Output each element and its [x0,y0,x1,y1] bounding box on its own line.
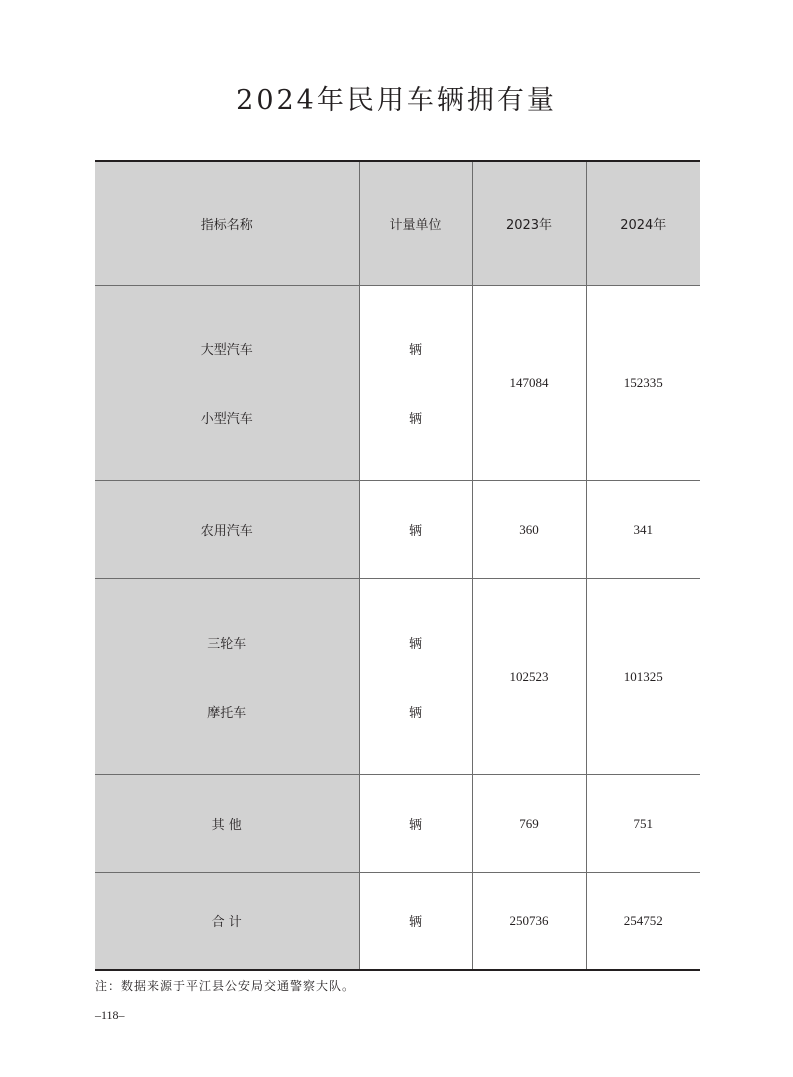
row-unit: 辆 [359,775,472,873]
row-unit-cell [359,579,472,775]
row-name: 三轮车 [207,636,247,652]
table-row [95,775,700,873]
row-unit: 辆 [408,705,422,721]
row-name-cell [95,579,359,775]
header-unit: 计量单位 [359,161,472,286]
row-unit: 辆 [408,636,422,652]
source-note: 注：数据来源于平江县公安局交通警察大队。 [95,979,356,993]
value-2023: 769 [472,775,586,873]
row-name: 合 计 [95,873,359,970]
row-unit: 辆 [359,873,472,970]
value-2023: 147084 [472,286,586,481]
header-year-2023: 2023年 [472,161,586,286]
row-name: 其 他 [95,775,359,873]
header-year-2024: 2024年 [586,161,700,286]
value-2024: 152335 [586,286,700,481]
value-2024: 341 [586,481,700,579]
row-unit: 辆 [359,481,472,579]
page-number: –118– [95,1008,125,1022]
page-title: 2024年民用车辆拥有量 [236,85,557,116]
row-name: 农用汽车 [95,481,359,579]
table-header-row [95,161,700,286]
table-row [95,579,700,775]
value-2024: 101325 [586,579,700,775]
value-2023: 360 [472,481,586,579]
vehicle-ownership-table [95,160,700,971]
row-name: 大型汽车 [200,343,253,358]
table-row-total [95,873,700,970]
row-unit-cell [359,286,472,481]
row-name: 小型汽车 [200,412,253,427]
value-2023: 250736 [472,873,586,970]
row-name: 摩托车 [207,705,247,721]
table-row [95,481,700,579]
value-2023: 102523 [472,579,586,775]
row-name-cell [95,286,359,481]
row-unit: 辆 [408,412,422,427]
value-2024: 254752 [586,873,700,970]
table-row [95,286,700,481]
header-indicator-name: 指标名称 [95,161,359,286]
row-unit: 辆 [408,343,422,358]
value-2024: 751 [586,775,700,873]
